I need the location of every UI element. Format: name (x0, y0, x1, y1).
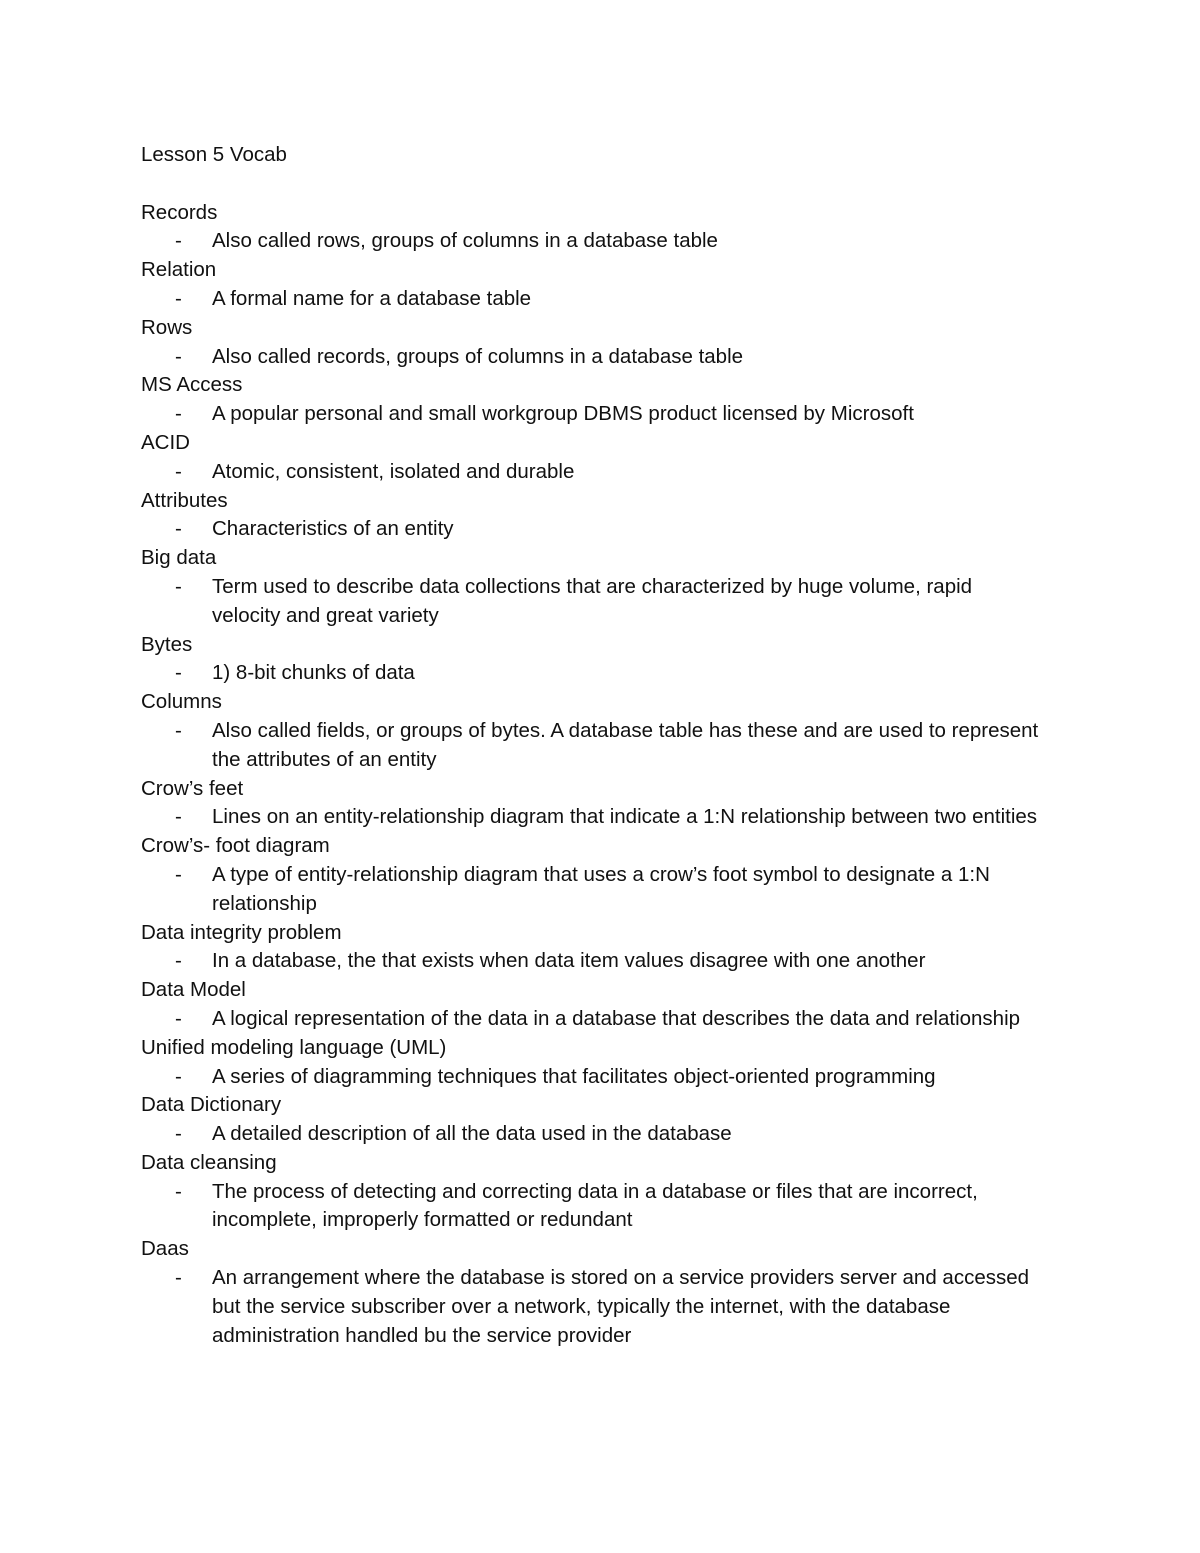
document-body (141, 141, 1041, 1350)
vocab-definition: Also called records, groups of columns in a database table (212, 344, 744, 368)
vocab-definition-item (141, 1063, 1042, 1092)
vocab-entry (141, 371, 1041, 429)
vocab-entry (141, 688, 1041, 774)
vocab-definition-item (141, 803, 1042, 832)
vocab-definition-item (141, 458, 1042, 487)
vocab-term: Big data (141, 546, 217, 570)
vocab-entry (141, 199, 1041, 257)
vocab-term: Data Model (141, 978, 246, 1002)
vocab-entry (141, 832, 1041, 918)
vocab-entry (141, 631, 1041, 689)
vocab-definition: A logical representation of the data in a database that describes the data and relationship (212, 1006, 1021, 1030)
vocab-term: Crow’s- foot diagram (141, 834, 330, 858)
vocab-definition: A detailed description of all the data used in the database (212, 1122, 732, 1146)
vocab-definition: A type of entity-relationship diagram that uses a crow’s foot symbol to designate a 1:N relationship (212, 862, 990, 915)
vocab-term: Daas (141, 1237, 189, 1261)
vocab-definition-item (141, 285, 1042, 314)
vocab-definition: An arrangement where the database is stored on a service providers server and accessed but the service subscriber over a network, typically the internet, with the database administration handled bu the service provider (212, 1266, 1030, 1347)
list-bullet-dash: - (175, 1122, 182, 1146)
vocab-definition-item (141, 343, 1042, 372)
vocab-entry (141, 976, 1041, 1034)
vocab-term: MS Access (141, 373, 243, 397)
list-bullet-dash: - (175, 344, 182, 368)
list-bullet-dash: - (175, 402, 182, 426)
vocab-term: Data cleansing (141, 1150, 277, 1174)
vocab-term: Relation (141, 258, 217, 282)
vocab-entry (141, 429, 1041, 487)
vocab-entry (141, 1034, 1041, 1092)
vocab-definition-item (141, 573, 1042, 631)
vocab-definition: 1) 8-bit chunks of data (212, 661, 415, 685)
vocab-definition: A formal name for a database table (212, 286, 532, 310)
vocab-entry (141, 1235, 1041, 1350)
vocab-term: Attributes (141, 488, 228, 512)
document-title: Lesson 5 Vocab (141, 143, 287, 166)
vocab-definition: A series of diagramming techniques that facilitates object-oriented programming (212, 1064, 936, 1088)
vocab-entry (141, 919, 1041, 977)
list-bullet-dash: - (175, 862, 182, 886)
vocab-definition-item (141, 1120, 1042, 1149)
vocab-definition-item (141, 717, 1042, 775)
vocab-entry (141, 314, 1041, 372)
list-bullet-dash: - (175, 286, 182, 310)
vocab-definition: Atomic, consistent, isolated and durable (212, 459, 575, 483)
list-bullet-dash: - (175, 1266, 182, 1290)
vocab-entry (141, 1091, 1041, 1149)
vocab-definition-item (141, 659, 1042, 688)
list-bullet-dash: - (175, 574, 182, 598)
vocab-definition: The process of detecting and correcting data in a database or files that are incorrect, incomplete, improperly formatted or redundant (212, 1179, 978, 1232)
list-bullet-dash: - (175, 1179, 182, 1203)
list-bullet-dash: - (175, 1006, 182, 1030)
vocab-term: Records (141, 200, 218, 224)
vocab-definition: Also called rows, groups of columns in a database table (212, 229, 718, 253)
vocab-definition-item (141, 400, 1042, 429)
vocab-definition: A popular personal and small workgroup DBMS product licensed by Microsoft (212, 402, 914, 426)
vocab-term: ACID (141, 430, 190, 454)
vocab-list (141, 199, 1041, 1351)
vocab-definition-item (141, 1178, 1042, 1236)
vocab-definition-item (141, 947, 1042, 976)
vocab-definition-item (141, 515, 1042, 544)
list-bullet-dash: - (175, 229, 182, 253)
vocab-definition: Lines on an entity-relationship diagram that indicate a 1:N relationship between two entities (212, 805, 1038, 829)
list-bullet-dash: - (175, 718, 182, 742)
list-bullet-dash: - (175, 459, 182, 483)
vocab-term: Columns (141, 690, 222, 714)
vocab-definition: Characteristics of an entity (212, 517, 454, 541)
vocab-term: Data integrity problem (141, 920, 342, 944)
list-bullet-dash: - (175, 805, 182, 829)
vocab-entry (141, 775, 1041, 833)
list-bullet-dash: - (175, 517, 182, 541)
vocab-entry (141, 487, 1041, 545)
list-bullet-dash: - (175, 661, 182, 685)
vocab-definition-item (141, 227, 1042, 256)
vocab-term: Data Dictionary (141, 1093, 282, 1117)
vocab-definition: Term used to describe data collections that are characterized by huge volume, rapid velocity and great variety (212, 574, 973, 627)
list-bullet-dash: - (175, 949, 182, 973)
vocab-definition: In a database, the that exists when data item values disagree with one another (212, 949, 926, 973)
vocab-entry (141, 256, 1041, 314)
vocab-definition: Also called fields, or groups of bytes. A database table has these and are used to represent the attributes of an entity (212, 718, 1039, 771)
list-bullet-dash: - (175, 1064, 182, 1088)
vocab-entry (141, 1149, 1041, 1235)
vocab-entry (141, 544, 1041, 630)
vocab-term: Bytes (141, 632, 193, 656)
vocab-term: Crow’s feet (141, 776, 244, 800)
vocab-definition-item (141, 1264, 1042, 1350)
vocab-definition-item (141, 861, 1042, 919)
vocab-term: Unified modeling language (UML) (141, 1035, 447, 1059)
vocab-term: Rows (141, 315, 193, 339)
vocab-definition-item (141, 1005, 1042, 1034)
